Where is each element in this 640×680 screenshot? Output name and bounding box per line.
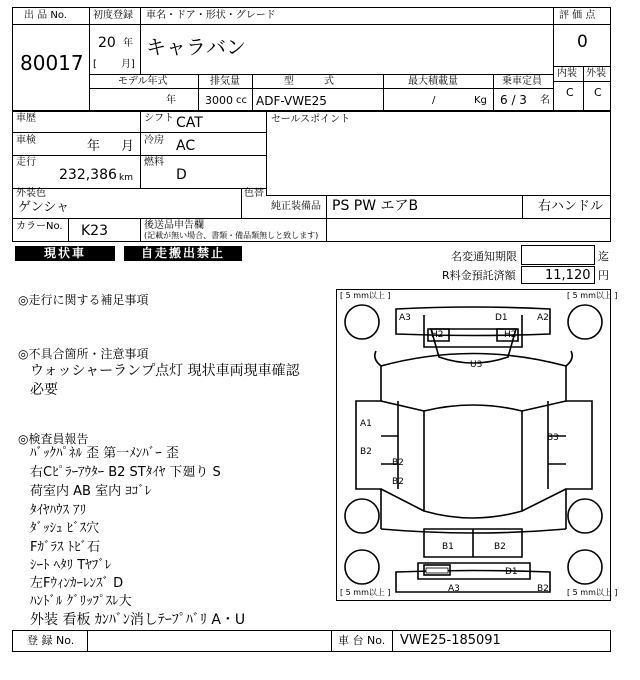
tire-depth-front-right: [ 5 mm以上 ]	[567, 291, 618, 300]
damage-mark: B2	[360, 447, 372, 457]
damage-mark: H2	[504, 330, 517, 340]
car-name: キャラバン	[146, 35, 246, 59]
max-load-slash: /	[432, 95, 436, 106]
exterior-grade: C	[594, 86, 602, 99]
damage-mark: D1	[505, 567, 518, 577]
score-label: 評 価 点	[559, 10, 596, 21]
exterior-label: 外装	[586, 68, 606, 79]
mileage-unit: km	[119, 173, 133, 183]
tire-depth-rear-right: [ 5 mm以上 ]	[567, 588, 618, 597]
capacity-label: 乗車定員	[502, 76, 542, 87]
lot-no: 80017	[20, 51, 84, 75]
aircon: AC	[176, 138, 196, 154]
aftermarket-label: 後送品申告欄	[144, 220, 204, 231]
damage-mark: B1	[442, 542, 454, 552]
equipment-label: 純正装備品	[271, 201, 321, 212]
car-name-label: 車名・ドア・形状・グレード	[146, 10, 276, 21]
inspection-label: 車検	[16, 135, 36, 146]
damage-mark: B3	[547, 433, 559, 443]
damage-mark: A3	[399, 313, 411, 323]
damage-mark: B2	[537, 584, 549, 594]
type-label: 型 式	[284, 76, 334, 87]
damage-mark: A3	[448, 584, 460, 594]
chassis-no: VWE25-185091	[400, 633, 501, 648]
sales-points-label: セールスポイント	[271, 114, 351, 125]
displacement-label: 排気量	[210, 76, 240, 87]
name-change-box	[521, 245, 595, 265]
aftermarket-note: (記載が無い場合、書類・備品類無しと致します)	[144, 231, 319, 240]
damage-mark: A2	[537, 313, 549, 323]
month-open: [	[93, 59, 97, 70]
inspector-line: ｼｰﾄ ﾍﾀﾘ Tﾔﾌﾞﾚ	[30, 558, 112, 573]
inspection-month-unit: 月	[121, 139, 135, 154]
capacity-unit: 名	[540, 95, 550, 106]
type-code: ADF-VWE25	[256, 94, 327, 108]
fuel: D	[176, 167, 187, 183]
first-reg-year: 20	[98, 35, 116, 51]
first-reg-label: 初度登録	[93, 10, 133, 21]
tire-depth-front-left: [ 5 mm以上 ]	[340, 291, 391, 300]
color-no: K23	[81, 223, 108, 239]
displacement: 3000	[205, 94, 233, 107]
model-year-label: モデル年式	[118, 76, 168, 87]
lot-no-label: 出 品 No.	[24, 10, 67, 21]
interior-grade: C	[566, 86, 574, 99]
exterior-color: ゲンシャ	[18, 200, 70, 215]
recycle-unit: 円	[598, 269, 609, 282]
defects-line: ウォッシャーランプ点灯 現状車両現車確認	[30, 363, 300, 379]
inspector-line: Fｶﾞﾗｽ ﾄﾋﾞ石	[30, 540, 101, 555]
defects-line: 必要	[30, 382, 58, 398]
steering: 右ハンドル	[538, 199, 604, 214]
tire-depth-rear-left: [ 5 mm以上 ]	[340, 588, 391, 597]
damage-mark: U3	[470, 360, 483, 370]
chassis-label: 車 台 No.	[338, 634, 386, 647]
inspector-line: 右Cﾋﾟﾗｰｱｳﾀｰ B2 STﾀｲﾔ 下廻り S	[30, 465, 221, 480]
fuel-label: 燃料	[144, 157, 164, 168]
footer-table	[12, 630, 611, 652]
damage-mark: H2	[431, 330, 444, 340]
self-transport-badge: 自走搬出禁止	[124, 246, 242, 261]
inspector-title: ◎検査員報告	[18, 432, 89, 446]
capacity: 6 / 3	[500, 93, 527, 107]
mileage-label: 走行	[16, 157, 36, 168]
inspector-line: 荷室内 AB 室内 ﾖｺﾞﾚ	[30, 484, 152, 499]
damage-mark: B2	[494, 542, 506, 552]
history-label: 車歴	[16, 113, 36, 124]
interior-label: 内装	[557, 68, 577, 79]
score: 0	[577, 32, 588, 52]
year-unit: 年	[123, 38, 133, 49]
mileage: 232,386	[59, 167, 117, 183]
max-load-unit: Kg	[474, 95, 487, 106]
name-change-unit: 迄	[598, 250, 609, 263]
shift-label: シフト	[144, 113, 174, 124]
recycle-label: R料金預託済額	[442, 269, 516, 282]
registration-label: 登 録 No.	[27, 634, 75, 647]
damage-mark: B2	[392, 458, 404, 468]
equipment: PS PW エアB	[332, 198, 419, 214]
name-change-label: 名変通知期限	[451, 250, 517, 263]
color-no-label: カラーNo.	[16, 221, 63, 232]
displacement-unit: cc	[236, 95, 247, 106]
shift: CAT	[176, 115, 203, 131]
inspection-year-unit: 年	[87, 139, 101, 154]
damage-mark: D1	[495, 313, 508, 323]
inspector-line: 外装 看板 ｶﾝﾊﾞﾝ消しﾃｰﾌﾟﾊﾞﾘ A・U	[30, 612, 246, 628]
month-unit: 月]	[121, 59, 135, 70]
aircon-label: 冷房	[144, 135, 164, 146]
defects-title: ◎不具合箇所・注意事項	[18, 347, 149, 361]
car-outline-icon	[336, 289, 611, 601]
damage-mark: B2	[392, 477, 404, 487]
max-load-label: 最大積載量	[408, 76, 458, 87]
inspector-line: ﾊﾝﾄﾞﾙ ｸﾞﾘｯﾌﾟｽﾚ大	[30, 594, 132, 609]
inspector-line: 左Fｳｨﾝｶｰﾚﾝｽﾞ D	[30, 576, 124, 591]
driving-title: ◎走行に関する補足事項	[18, 293, 149, 307]
color-change-label: 色替	[244, 188, 264, 199]
inspector-line: ﾀｲﾔﾊｳｽ ｱﾘ	[30, 503, 87, 518]
inspector-line: ﾊﾞｯｸﾊﾟﾈﾙ 歪 第一ﾒﾝﾊﾞｰ 歪	[30, 446, 179, 461]
exterior-color-label: 外装色	[16, 188, 46, 199]
model-year-unit: 年	[166, 95, 176, 106]
damage-mark: A1	[360, 419, 372, 429]
inspector-line: ﾀﾞｯｼｭ ﾋﾞｽ穴	[30, 521, 100, 536]
as-is-badge: 現状車	[15, 246, 115, 261]
recycle-amount: 11,120	[545, 268, 591, 283]
